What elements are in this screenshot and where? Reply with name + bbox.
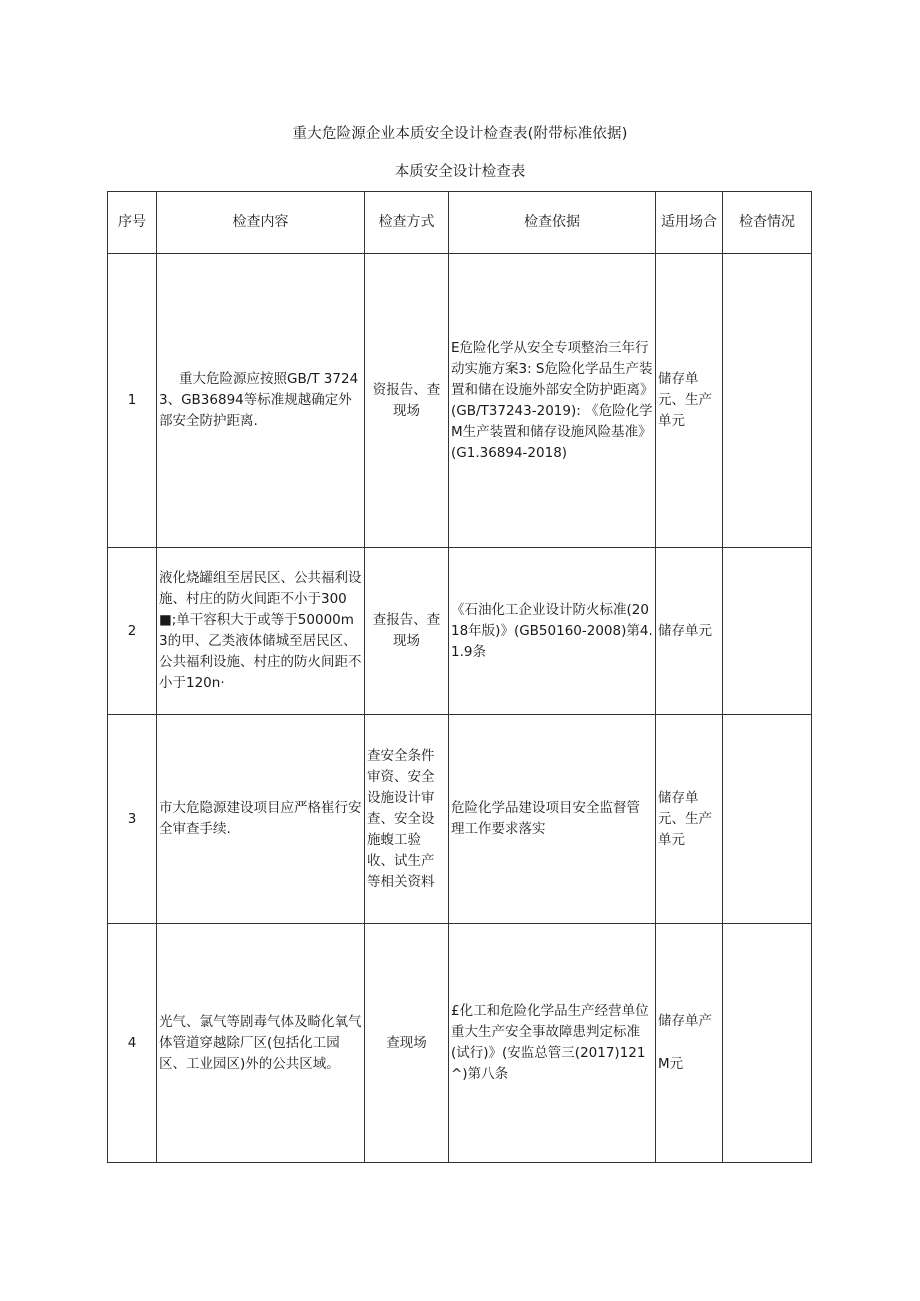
row-content: 重大危险源应按照GB/T 37243、GB36894等标准规越确定外部安全防护距离. [157, 254, 365, 548]
row-place: 储存单元、生产单元 [656, 715, 723, 924]
row-place-line: 储存单产 [658, 1013, 712, 1029]
row-content: 液化烧罐组至居民区、公共福利设施、村庄的防火间距不小于300■;单干容积大于或等于50000m3的甲、乙类液体储城至居民区、公共福利设施、村庄的防火间距不小于120n· [157, 548, 365, 715]
table-header-row [108, 192, 812, 254]
row-place [656, 924, 723, 1163]
row-number: 2 [108, 548, 157, 715]
header-content: 检查内容 [157, 192, 365, 254]
row-method: 查现场 [365, 924, 449, 1163]
header-method: 检查方式 [365, 192, 449, 254]
row-status [723, 548, 812, 715]
header-place: 适用场合 [656, 192, 723, 254]
checklist-table [107, 191, 812, 1163]
row-method: 资报告、查现场 [365, 254, 449, 548]
row-method: 查报告、查现场 [365, 548, 449, 715]
table-title: 本质安全设计检查表 [394, 164, 526, 180]
document-title: 重大危险源企业本质安全设计检查表(附带标准依据) [292, 126, 628, 142]
row-place: 储存单元、生产单元 [656, 254, 723, 548]
table-row [108, 254, 812, 548]
header-seq: 序号 [108, 192, 157, 254]
row-number: 4 [108, 924, 157, 1163]
header-basis: 检查依据 [449, 192, 656, 254]
row-content: 光气、氯气等剧毒气体及畸化氧气体管道穿越除厂区(包括化工园区、工业园区)外的公共区域。 [157, 924, 365, 1163]
row-basis: E危险化学从安全专项整治三年行动实施方案3: S危险化学品生产装置和储在设施外部安全防护距离》(GB/T37243-2019): 《危险化学M生产装置和储存设施风险基准》(G1.36894-2018) [449, 254, 656, 548]
row-place-line: M元 [658, 1056, 684, 1072]
table-row [108, 924, 812, 1163]
header-status: 检杳情况 [723, 192, 812, 254]
row-status [723, 924, 812, 1163]
row-place-spacer [658, 1032, 720, 1054]
row-basis: £化工和危险化学品生产经营单位重大生产安全事故障患判定标准(试行)》(安监总管三(2017)121^)第八条 [449, 924, 656, 1163]
table-row [108, 715, 812, 924]
row-number: 3 [108, 715, 157, 924]
row-status [723, 715, 812, 924]
row-status [723, 254, 812, 548]
row-basis: 《石油化工企业设计防火标准(2018年版)》(GB50160-2008)第4.1.9条 [449, 548, 656, 715]
row-content: 市大危隐源建设项目应严格崔行安全审查手续. [157, 715, 365, 924]
row-place: 储存单元 [656, 548, 723, 715]
table-row [108, 548, 812, 715]
row-method: 查安全条件审资、安全设施设计审查、安全设施蝮工验收、试生产等相关资料 [365, 715, 449, 924]
row-number: 1 [108, 254, 157, 548]
row-basis: 危险化学品建设项目安全监督管理工作要求落实 [449, 715, 656, 924]
